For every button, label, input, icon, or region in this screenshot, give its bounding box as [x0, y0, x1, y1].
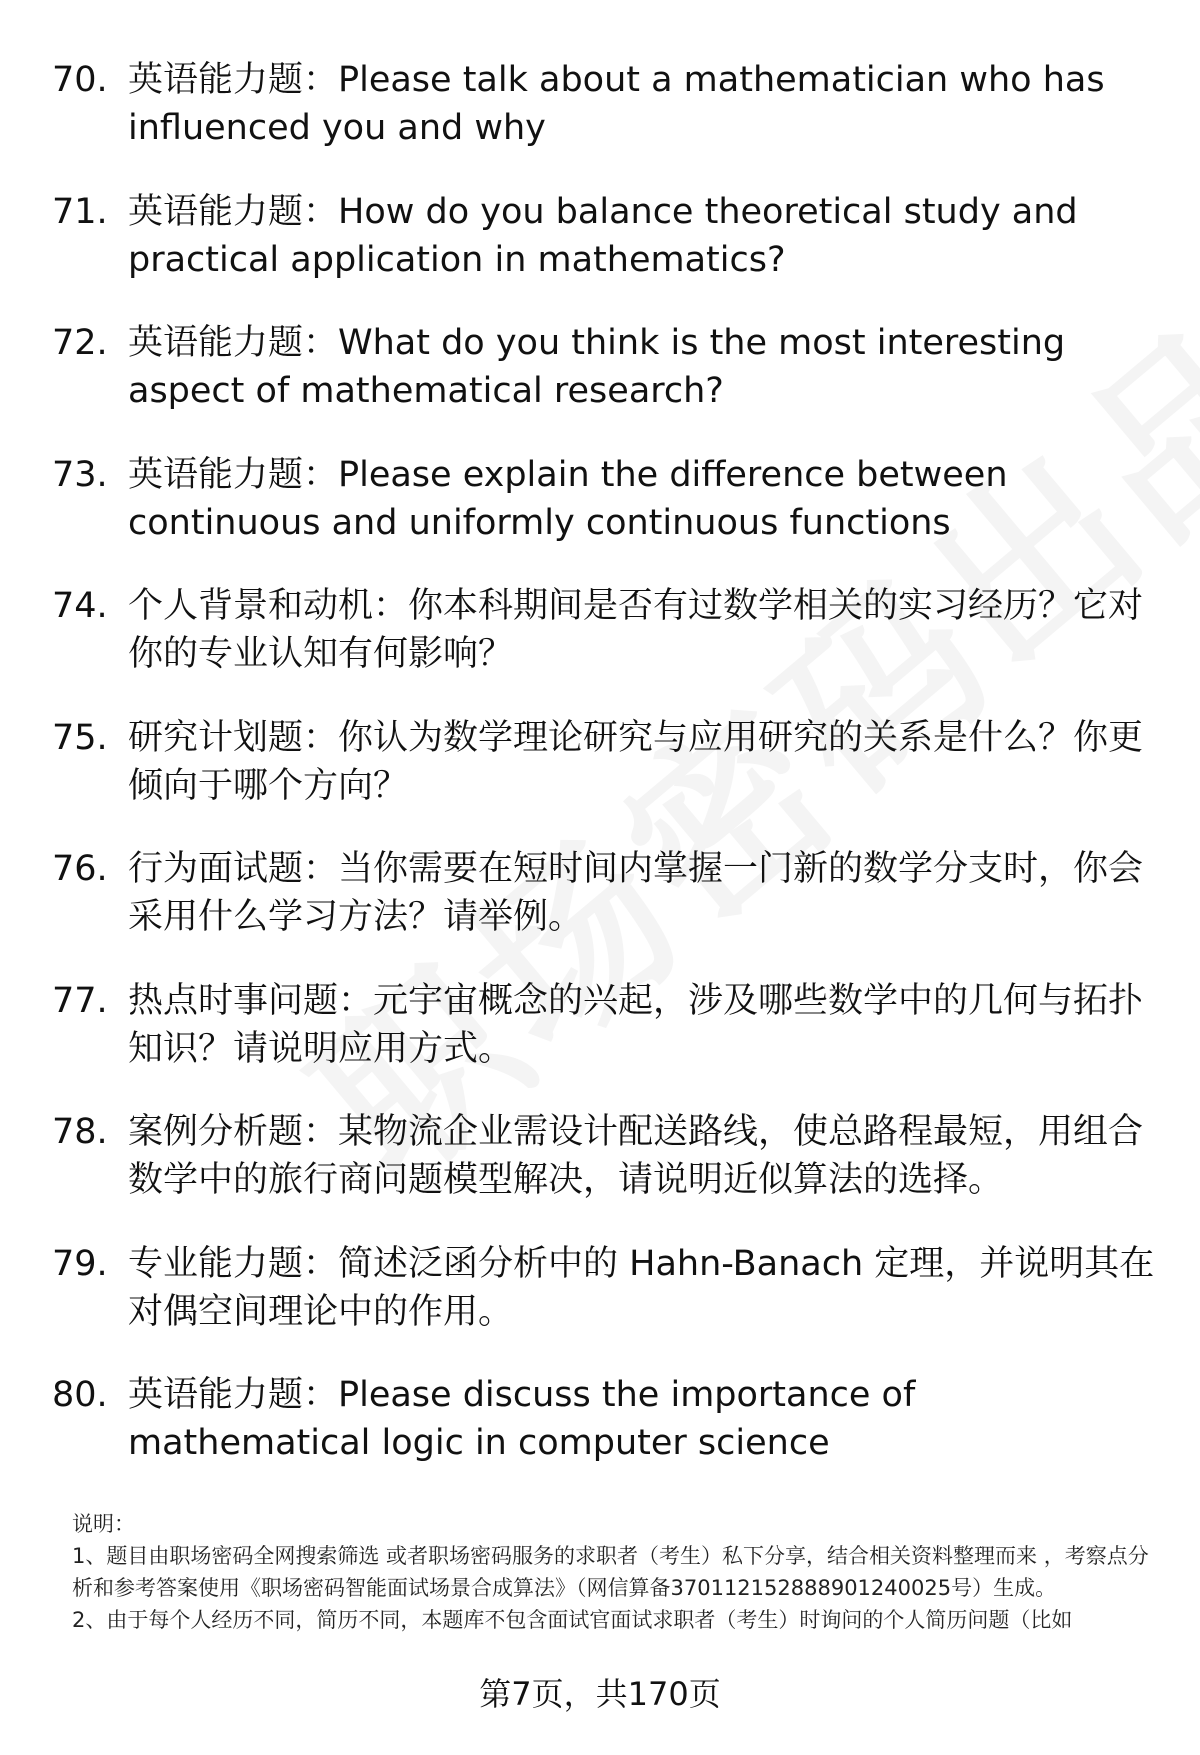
notes-heading: 说明：: [72, 1512, 135, 1536]
question-text: 英语能力题：Please explain the difference between continuous and uniformly continuous functions: [128, 454, 1008, 543]
notes-item: 2、由于每个人经历不同，简历不同，本题库不包含面试官面试求职者（考生）时询问的个人简历问题（比如: [72, 1608, 1073, 1632]
question-item: [52, 1240, 1162, 1372]
question-number: 77.: [52, 980, 108, 1021]
question-number: 74.: [52, 586, 108, 626]
question-text: 英语能力题：Please discuss the importance of mathematical logic in computer science: [128, 1375, 916, 1463]
question-item: [52, 1108, 1162, 1240]
question-text: 个人背景和动机：你本科期间是否有过数学相关的实习经历？它对你的专业认知有何影响？: [128, 586, 1144, 674]
notes-item: 1、题目由职场密码全网搜索筛选 或者职场密码服务的求职者（考生）私下分享，结合相关资料整理而来 ，考察点分析和参考答案使用《职场密码智能面试场景合成算法》（网信算备370112152888901240025号）生成。: [72, 1544, 1149, 1600]
question-number: 79.: [52, 1243, 108, 1284]
question-item: [52, 714, 1162, 846]
question-number: 70.: [52, 60, 108, 100]
question-number: 71.: [52, 191, 108, 232]
question-text: 专业能力题：简述泛函分析中的 Hahn-Banach 定理，并说明其在对偶空间理论中的作用。: [128, 1243, 1155, 1332]
question-item: [52, 56, 1162, 188]
question-item: [52, 977, 1162, 1109]
question-text: 英语能力题：How do you balance theoretical study and practical application in mathematics?: [128, 191, 1078, 280]
question-text: 英语能力题：Please talk about a mathematician who has influenced you and why: [128, 60, 1105, 148]
question-list: [52, 56, 1162, 1503]
question-item: [52, 188, 1162, 320]
question-item: [52, 319, 1162, 451]
question-text: 案例分析题：某物流企业需设计配送路线，使总路程最短，用组合数学中的旅行商问题模型解决，请说明近似算法的选择。: [128, 1112, 1144, 1200]
question-item: [52, 1371, 1162, 1503]
page-number: 第7页，共170页: [479, 1675, 721, 1713]
notes-section: [72, 1508, 1152, 1636]
question-number: 76.: [52, 849, 108, 889]
question-text: 研究计划题：你认为数学理论研究与应用研究的关系是什么？你更倾向于哪个方向？: [128, 717, 1144, 806]
question-item: [52, 845, 1162, 977]
question-number: 78.: [52, 1112, 108, 1152]
question-text: 行为面试题：当你需要在短时间内掌握一门新的数学分支时，你会采用什么学习方法？请举例。: [128, 849, 1144, 937]
question-text: 热点时事问题：元宇宙概念的兴起，涉及哪些数学中的几何与拓扑知识？请说明应用方式。: [128, 980, 1144, 1069]
question-text: 英语能力题：What do you think is the most interesting aspect of mathematical research?: [128, 323, 1066, 411]
question-item: [52, 582, 1162, 714]
question-number: 80.: [52, 1375, 108, 1415]
question-number: 75.: [52, 717, 108, 758]
question-number: 73.: [52, 454, 108, 495]
question-number: 72.: [52, 323, 108, 363]
question-item: [52, 451, 1162, 583]
